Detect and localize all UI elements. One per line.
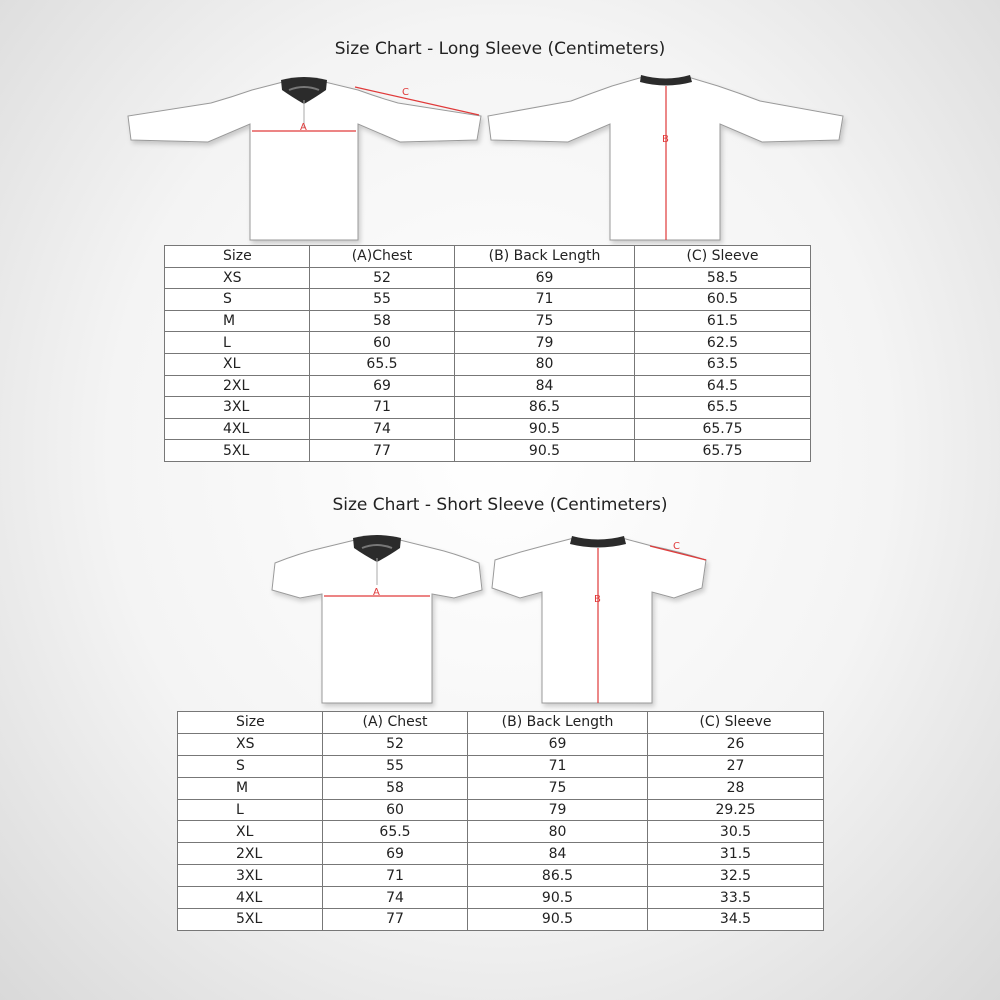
size-cell: S [165,289,310,311]
table-row [165,418,811,440]
measurement-cell: 71 [468,755,648,777]
measurement-cell: 75 [455,310,635,332]
size-cell: 2XL [165,375,310,397]
long-sleeve-title: Size Chart - Long Sleeve (Centimeters) [334,39,666,59]
column-header: Size [165,246,310,268]
measurement-cell: 64.5 [635,375,811,397]
short-sleeve-back-shirt [492,538,706,703]
measurement-cell: 79 [468,799,648,821]
measurement-cell: 55 [323,755,468,777]
long-sleeve-label: C [402,87,409,98]
measurement-cell: 60 [310,332,455,354]
table-row [165,397,811,419]
measurement-cell: 65.75 [635,418,811,440]
short-back-collar [570,536,626,548]
column-header: (C) Sleeve [635,246,811,268]
short-chest-label: A [373,587,380,598]
measurement-cell: 65.5 [635,397,811,419]
measurement-cell: 71 [310,397,455,419]
measurement-cell: 63.5 [635,353,811,375]
measurement-cell: 90.5 [455,418,635,440]
size-cell: 2XL [178,843,323,865]
table-row [165,289,811,311]
measurement-cell: 80 [455,353,635,375]
size-cell: 4XL [165,418,310,440]
measurement-cell: 26 [648,733,824,755]
measurement-cell: 33.5 [648,887,824,909]
measurement-cell: 31.5 [648,843,824,865]
short-sleeve-label: C [673,541,680,552]
table-row [178,865,824,887]
table-row [178,799,824,821]
measurement-cell: 29.25 [648,799,824,821]
measurement-cell: 74 [310,418,455,440]
size-cell: M [165,310,310,332]
measurement-cell: 65.5 [323,821,468,843]
measurement-cell: 79 [455,332,635,354]
table-row [165,332,811,354]
long-chest-label: A [300,122,307,133]
long-back-label: B [662,134,669,145]
measurement-cell: 61.5 [635,310,811,332]
measurement-cell: 69 [455,267,635,289]
measurement-cell: 69 [323,843,468,865]
column-header: (A) Chest [323,712,468,734]
table-row [165,310,811,332]
measurement-cell: 86.5 [468,865,648,887]
measurement-cell: 84 [455,375,635,397]
measurement-cell: 30.5 [648,821,824,843]
measurement-cell: 27 [648,755,824,777]
size-cell: S [178,755,323,777]
measurement-cell: 84 [468,843,648,865]
table-row [165,375,811,397]
measurement-cell: 60 [323,799,468,821]
table-row [178,843,824,865]
measurement-cell: 34.5 [648,909,824,931]
measurement-cell: 62.5 [635,332,811,354]
measurement-cell: 77 [323,909,468,931]
column-header: (B) Back Length [468,712,648,734]
size-cell: L [178,799,323,821]
measurement-cell: 60.5 [635,289,811,311]
long-sleeve-size-table [164,245,811,462]
measurement-cell: 32.5 [648,865,824,887]
measurement-cell: 74 [323,887,468,909]
measurement-cell: 69 [310,375,455,397]
short-sleeve-size-table [177,711,824,931]
size-cell: 5XL [165,440,310,462]
measurement-cell: 52 [323,733,468,755]
measurement-cell: 90.5 [455,440,635,462]
measurement-cell: 55 [310,289,455,311]
table-row [165,440,811,462]
size-cell: 4XL [178,887,323,909]
size-cell: XL [165,353,310,375]
short-sleeve-title: Size Chart - Short Sleeve (Centimeters) [332,495,668,515]
measurement-cell: 80 [468,821,648,843]
measurement-cell: 75 [468,777,648,799]
column-header: (C) Sleeve [648,712,824,734]
table-row [178,909,824,931]
size-cell: XS [178,733,323,755]
measurement-cell: 71 [323,865,468,887]
measurement-cell: 28 [648,777,824,799]
measurement-cell: 86.5 [455,397,635,419]
size-cell: 3XL [165,397,310,419]
short-back-label: B [594,594,601,605]
measurement-cell: 90.5 [468,887,648,909]
table-row [178,821,824,843]
table-header-row [165,246,811,268]
measurement-cell: 52 [310,267,455,289]
column-header: (B) Back Length [455,246,635,268]
measurement-cell: 65.5 [310,353,455,375]
size-cell: 5XL [178,909,323,931]
measurement-cell: 77 [310,440,455,462]
measurement-cell: 58 [323,777,468,799]
size-cell: XL [178,821,323,843]
measurement-cell: 58.5 [635,267,811,289]
size-cell: 3XL [178,865,323,887]
measurement-cell: 58 [310,310,455,332]
column-header: Size [178,712,323,734]
measurement-cell: 90.5 [468,909,648,931]
table-header-row [178,712,824,734]
size-cell: L [165,332,310,354]
table-row [165,353,811,375]
table-row [165,267,811,289]
size-cell: M [178,777,323,799]
measurement-cell: 65.75 [635,440,811,462]
measurement-cell: 71 [455,289,635,311]
table-row [178,733,824,755]
table-row [178,777,824,799]
measurement-cell: 69 [468,733,648,755]
table-row [178,755,824,777]
table-row [178,887,824,909]
column-header: (A)Chest [310,246,455,268]
size-cell: XS [165,267,310,289]
